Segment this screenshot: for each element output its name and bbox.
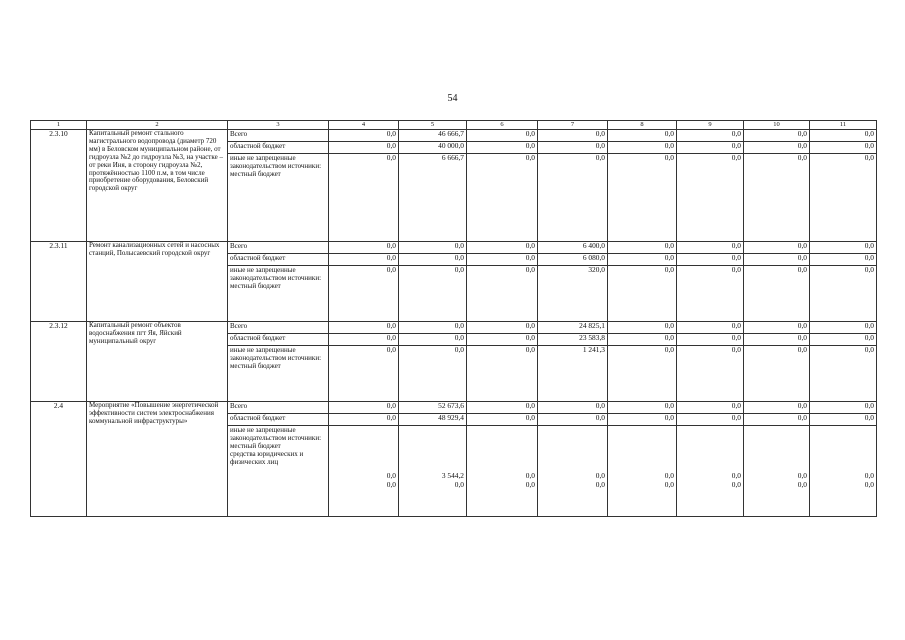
funding-source: областной бюджет xyxy=(228,414,329,426)
budget-value: 0,0 xyxy=(329,242,399,254)
budget-value-cell xyxy=(399,426,467,517)
budget-value: 0,0 xyxy=(386,480,396,490)
budget-value: 0,0 xyxy=(608,130,677,142)
budget-value: 0,0 xyxy=(810,154,877,242)
budget-value: 0,0 xyxy=(399,334,467,346)
budget-value: 0,0 xyxy=(810,254,877,266)
budget-value: 0,0 xyxy=(744,154,810,242)
budget-value: 0,0 xyxy=(329,322,399,334)
column-number: 8 xyxy=(608,121,677,130)
budget-value: 0,0 xyxy=(677,130,744,142)
budget-value-cell xyxy=(467,426,538,517)
budget-value: 0,0 xyxy=(608,254,677,266)
column-number: 2 xyxy=(87,121,228,130)
budget-value: 0,0 xyxy=(399,322,467,334)
budget-value: 23 583,8 xyxy=(538,334,608,346)
budget-value: 0,0 xyxy=(744,346,810,402)
budget-value: 0,0 xyxy=(467,154,538,242)
budget-value: 0,0 xyxy=(744,334,810,346)
column-number: 5 xyxy=(399,121,467,130)
budget-value: 0,0 xyxy=(810,334,877,346)
budget-value-cell xyxy=(608,426,677,517)
budget-value: 0,0 xyxy=(677,254,744,266)
funding-source-line: средства юридических и физических лиц xyxy=(230,450,304,467)
budget-value: 0,0 xyxy=(329,130,399,142)
budget-value: 0,0 xyxy=(744,402,810,414)
budget-value: 0,0 xyxy=(399,254,467,266)
budget-value: 0,0 xyxy=(467,242,538,254)
budget-value: 0,0 xyxy=(538,154,608,242)
budget-value: 0,0 xyxy=(744,130,810,142)
budget-value: 0,0 xyxy=(467,266,538,322)
funding-source xyxy=(228,426,329,517)
budget-value: 0,0 xyxy=(329,142,399,154)
measure-name: Капитальный ремонт стального магистрального водопровода (диаметр 720 мм) в Беловском муниципальном районе, от гидроузла №2 до гидроузла №3, на участке – от реки Иня, в сторону гидроузла №2, протяжённостью 1100 п.м, в том числе приобретение оборудования, Беловский городской округ xyxy=(87,130,228,242)
column-number: 1 xyxy=(31,121,87,130)
budget-value: 0,0 xyxy=(538,402,608,414)
budget-value: 0,0 xyxy=(608,334,677,346)
budget-value-cell xyxy=(744,426,810,517)
budget-value: 320,0 xyxy=(538,266,608,322)
column-number: 10 xyxy=(744,121,810,130)
budget-value: 0,0 xyxy=(744,266,810,322)
budget-value: 0,0 xyxy=(744,242,810,254)
budget-value: 0,0 xyxy=(608,322,677,334)
budget-value: 0,0 xyxy=(797,480,807,490)
budget-value: 0,0 xyxy=(329,402,399,414)
budget-value: 0,0 xyxy=(538,142,608,154)
budget-value: 0,0 xyxy=(731,480,741,490)
budget-value: 0,0 xyxy=(677,402,744,414)
budget-value: 0,0 xyxy=(329,254,399,266)
budget-value: 0,0 xyxy=(538,414,608,426)
budget-value: 0,0 xyxy=(399,266,467,322)
budget-value: 0,0 xyxy=(797,471,807,480)
budget-value: 6 400,0 xyxy=(538,242,608,254)
budget-value: 0,0 xyxy=(810,142,877,154)
measure-name: Ремонт канализационных сетей и насосных станций, Полысаевский городской округ xyxy=(87,242,228,322)
budget-value: 0,0 xyxy=(525,480,535,490)
budget-value: 0,0 xyxy=(467,254,538,266)
budget-value: 0,0 xyxy=(677,334,744,346)
funding-source: областной бюджет xyxy=(228,254,329,266)
budget-value: 0,0 xyxy=(810,346,877,402)
budget-value: 6 080,0 xyxy=(538,254,608,266)
budget-value: 0,0 xyxy=(608,414,677,426)
budget-value: 0,0 xyxy=(677,154,744,242)
funding-source: иные не запрещенные законодательством источники: местный бюджет xyxy=(228,266,329,322)
budget-value: 0,0 xyxy=(677,142,744,154)
measure-name: Мероприятие «Повышение энергетической эффективности систем электроснабжения коммунальной инфраструктуры» xyxy=(87,402,228,517)
budget-value: 0,0 xyxy=(744,254,810,266)
budget-value: 0,0 xyxy=(467,402,538,414)
budget-value: 0,0 xyxy=(677,322,744,334)
table-row xyxy=(31,130,877,142)
budget-value: 0,0 xyxy=(810,266,877,322)
funding-source-line: иные не запрещенные законодательством источники: xyxy=(230,426,322,443)
page-number: 54 xyxy=(447,93,458,104)
funding-source: иные не запрещенные законодательством источники: местный бюджет xyxy=(228,346,329,402)
budget-value: 0,0 xyxy=(608,142,677,154)
column-number: 7 xyxy=(538,121,608,130)
table-row xyxy=(31,242,877,254)
budget-value: 3 544,2 xyxy=(441,471,464,480)
budget-value: 0,0 xyxy=(595,480,605,490)
budget-value: 0,0 xyxy=(467,346,538,402)
budget-value: 0,0 xyxy=(399,242,467,254)
funding-source: иные не запрещенные законодательством источники: местный бюджет xyxy=(228,154,329,242)
budget-value: 0,0 xyxy=(608,346,677,402)
budget-value-cell xyxy=(677,426,744,517)
table-row xyxy=(31,402,877,414)
budget-value: 0,0 xyxy=(329,266,399,322)
measure-name: Капитальный ремонт объектов водоснабжения пгт Яя, Яйский муниципальный округ xyxy=(87,322,228,402)
budget-value: 0,0 xyxy=(677,266,744,322)
measure-code: 2.3.11 xyxy=(31,242,87,322)
budget-value: 0,0 xyxy=(538,130,608,142)
funding-source: Всего xyxy=(228,242,329,254)
budget-value: 0,0 xyxy=(467,142,538,154)
budget-value: 0,0 xyxy=(731,471,741,480)
budget-value: 0,0 xyxy=(467,334,538,346)
measure-code: 2.3.10 xyxy=(31,130,87,242)
budget-value: 0,0 xyxy=(595,471,605,480)
budget-value: 0,0 xyxy=(864,480,874,490)
budget-value: 0,0 xyxy=(467,414,538,426)
budget-value: 0,0 xyxy=(810,242,877,254)
column-number: 6 xyxy=(467,121,538,130)
column-number: 4 xyxy=(329,121,399,130)
funding-source: областной бюджет xyxy=(228,334,329,346)
budget-value: 0,0 xyxy=(467,322,538,334)
measure-code: 2.4 xyxy=(31,402,87,517)
budget-value: 0,0 xyxy=(608,154,677,242)
budget-value: 52 673,6 xyxy=(399,402,467,414)
budget-value: 0,0 xyxy=(329,154,399,242)
budget-value: 0,0 xyxy=(810,130,877,142)
budget-value: 0,0 xyxy=(864,471,874,480)
column-number: 11 xyxy=(810,121,877,130)
budget-value: 0,0 xyxy=(467,130,538,142)
budget-value: 24 825,1 xyxy=(538,322,608,334)
funding-source: областной бюджет xyxy=(228,142,329,154)
budget-value: 46 666,7 xyxy=(399,130,467,142)
budget-value: 0,0 xyxy=(329,334,399,346)
budget-value: 0,0 xyxy=(329,346,399,402)
measure-code: 2.3.12 xyxy=(31,322,87,402)
budget-value: 1 241,3 xyxy=(538,346,608,402)
column-number: 9 xyxy=(677,121,744,130)
budget-value: 0,0 xyxy=(677,414,744,426)
budget-value: 0,0 xyxy=(608,266,677,322)
budget-value: 0,0 xyxy=(664,480,674,490)
budget-value: 0,0 xyxy=(677,242,744,254)
budget-value: 0,0 xyxy=(525,471,535,480)
budget-value: 0,0 xyxy=(664,471,674,480)
budget-value: 0,0 xyxy=(329,414,399,426)
funding-source: Всего xyxy=(228,322,329,334)
budget-value: 6 666,7 xyxy=(399,154,467,242)
budget-value: 0,0 xyxy=(386,471,396,480)
budget-value: 0,0 xyxy=(810,402,877,414)
budget-table xyxy=(30,120,877,517)
budget-value-cell xyxy=(538,426,608,517)
funding-source: Всего xyxy=(228,130,329,142)
budget-value-cell xyxy=(329,426,399,517)
column-number: 3 xyxy=(228,121,329,130)
funding-source: Всего xyxy=(228,402,329,414)
budget-value-cell xyxy=(810,426,877,517)
budget-value: 40 000,0 xyxy=(399,142,467,154)
table-row xyxy=(31,322,877,334)
budget-value: 0,0 xyxy=(744,142,810,154)
budget-value: 0,0 xyxy=(677,346,744,402)
budget-value: 0,0 xyxy=(608,402,677,414)
budget-value: 0,0 xyxy=(744,414,810,426)
budget-value: 48 929,4 xyxy=(399,414,467,426)
funding-source-line: местный бюджет xyxy=(230,442,281,451)
budget-value: 0,0 xyxy=(399,346,467,402)
budget-value: 0,0 xyxy=(810,322,877,334)
budget-value: 0,0 xyxy=(454,480,464,490)
budget-value: 0,0 xyxy=(810,414,877,426)
budget-value: 0,0 xyxy=(744,322,810,334)
budget-value: 0,0 xyxy=(608,242,677,254)
column-number-row xyxy=(31,121,877,130)
